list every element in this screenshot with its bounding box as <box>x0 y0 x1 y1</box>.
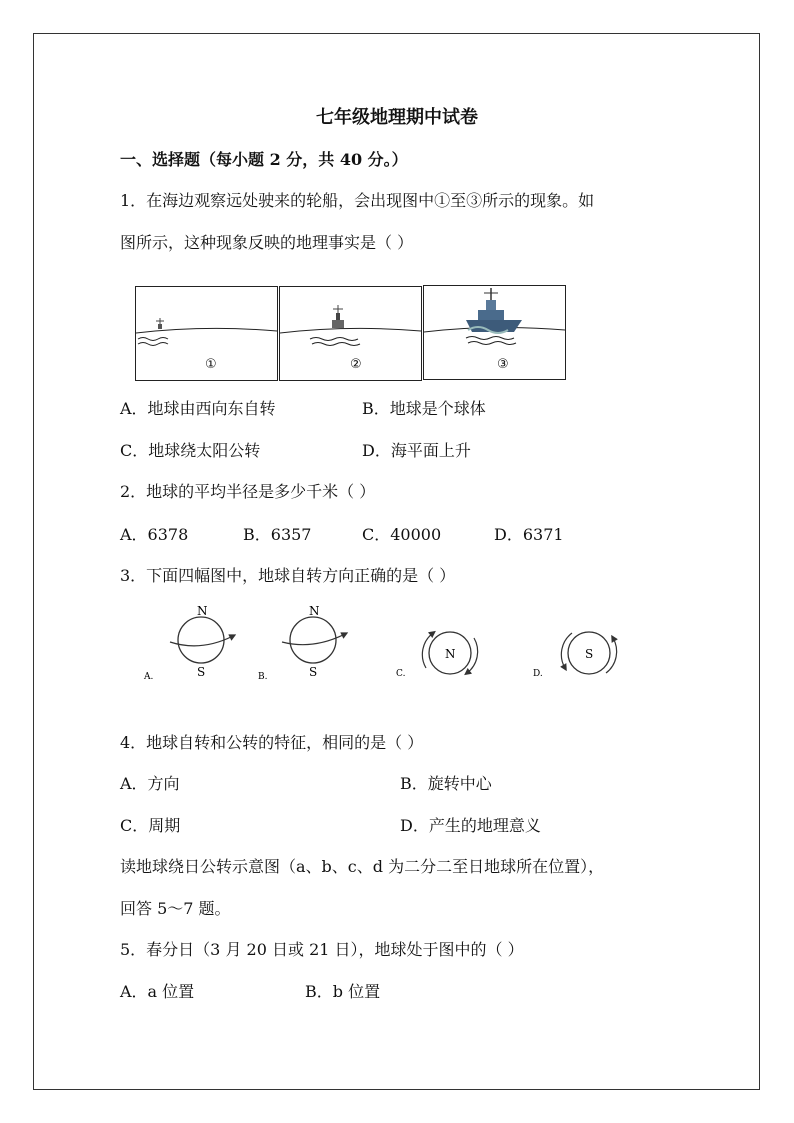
fig-a-letter: A. <box>144 672 154 682</box>
q4-option-c: C．周期 <box>120 816 181 835</box>
earth-rotation-figure <box>140 602 640 690</box>
fig-d-center-label: S <box>585 647 594 661</box>
fig-b-south-label: S <box>309 665 318 679</box>
q4-option-a: A．方向 <box>120 774 180 793</box>
fig-c-center-label: N <box>445 647 456 661</box>
fig-b-north-label: N <box>309 604 320 618</box>
question-3: 3．下面四幅图中，地球自转方向正确的是（ ） <box>120 566 456 585</box>
q1-option-a: A．地球由西向东自转 <box>120 399 276 418</box>
q1-option-d: D．海平面上升 <box>362 441 471 460</box>
fig-d-letter: D. <box>533 669 543 679</box>
fig-a-south-label: S <box>197 665 206 679</box>
reading-intro-line-2: 回答 5～7 题。 <box>120 899 231 918</box>
q2-option-c: C．40000 <box>362 525 442 544</box>
reading-intro-line-1: 读地球绕日公转示意图（a、b、c、d 为二分二至日地球所在位置）， <box>120 857 605 876</box>
figure-label-2: ② <box>350 357 362 372</box>
q2-option-a: A．6378 <box>120 525 189 544</box>
question-4: 4．地球自转和公转的特征，相同的是（ ） <box>120 733 424 752</box>
q2-option-d: D．6371 <box>494 525 564 544</box>
question-1-line-2: 图所示，这种现象反映的地理事实是（ ） <box>120 233 414 252</box>
page-title: 七年级地理期中试卷 <box>316 107 478 128</box>
q4-option-d: D．产生的地理意义 <box>400 816 541 835</box>
q4-option-b: B．旋转中心 <box>400 774 492 793</box>
question-2: 2．地球的平均半径是多少千米（ ） <box>120 482 376 501</box>
q1-option-c: C．地球绕太阳公转 <box>120 441 261 460</box>
question-1-line-1: 1．在海边观察远处驶来的轮船，会出现图中①至③所示的现象。如 <box>120 191 595 210</box>
q5-option-b: B．b 位置 <box>305 982 381 1001</box>
ship-near-illustration <box>424 286 565 379</box>
q1-option-b: B．地球是个球体 <box>362 399 486 418</box>
figure-label-1: ① <box>205 357 217 372</box>
figure-label-3: ③ <box>497 357 509 372</box>
ship-panel-3 <box>423 285 566 380</box>
q5-option-a: A．a 位置 <box>120 982 195 1001</box>
fig-a-north-label: N <box>197 604 208 618</box>
section-heading: 一、选择题（每小题 2 分，共 40 分。） <box>120 150 408 169</box>
q2-option-b: B．6357 <box>243 525 312 544</box>
fig-b-letter: B. <box>258 672 268 682</box>
question-5: 5．春分日（3 月 20 日或 21 日），地球处于图中的（ ） <box>120 940 524 959</box>
fig-c-letter: C. <box>396 669 406 679</box>
